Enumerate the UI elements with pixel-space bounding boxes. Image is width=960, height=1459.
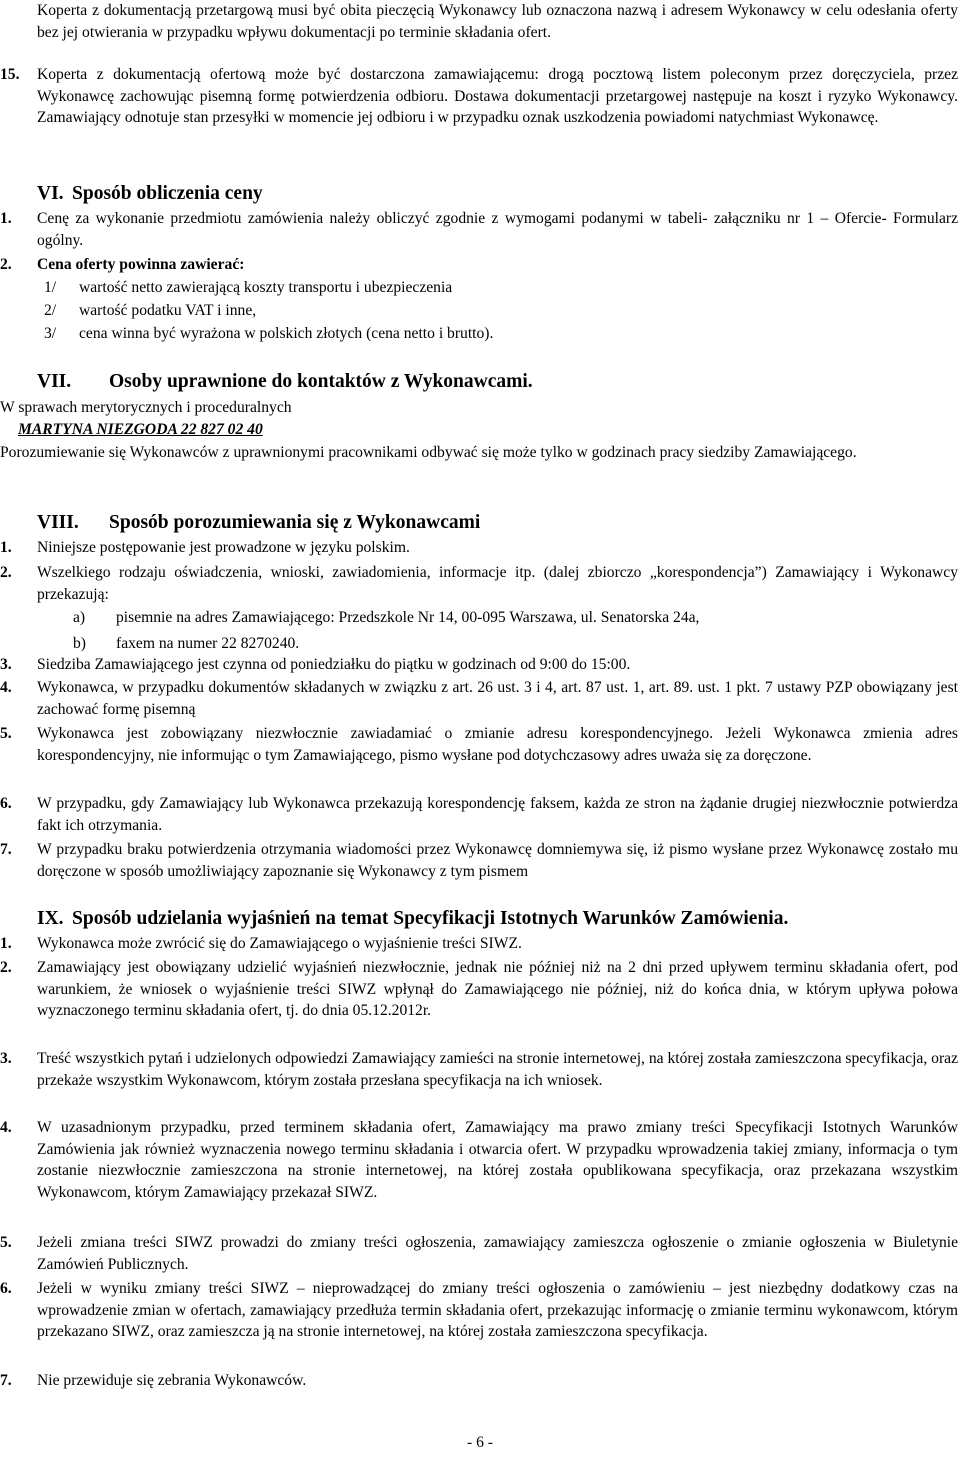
sub-item: 2/ wartość podatku VAT i inne, (44, 302, 257, 319)
section-heading-8: VIII. Sposób porozumiewania się z Wykonawcami (37, 512, 481, 533)
sub-item: b) faxem na numer 22 8270240. (73, 635, 300, 652)
sub-item: a) pisemnie na adres Zamawiającego: Przedszkole Nr 14, 00-095 Warszawa, ul. Senatorska 24a, (73, 609, 700, 626)
section-heading-7: VII. Osoby uprawnione do kontaktów z Wykonawcami. (37, 371, 533, 392)
section-heading-6: VI. Sposób obliczenia ceny (37, 183, 263, 204)
contact-intro: W sprawach merytorycznych i proceduralnych (0, 399, 292, 416)
sub-item: 1/ wartość netto zawierającą koszty transportu i ubezpieczenia (44, 279, 453, 296)
item-text: Koperta z dokumentacją ofertową może być dostarczona zamawiającemu: drogą pocztową listem poleconym przez doręczyciela, przez Wykonawcę zachowując pisemną formę potwierdzenia odbioru. Dostawa dokumentacji przetargowej następuje na koszt i ryzyko Wykonawcy. Zamawiający odnotuje stan przesyłki w momencie jej odbioru i w przypadku oznak uszkodzenia powiadomi natychmiast Wykonawcę. (37, 66, 958, 127)
contact-person: MARTYNA NIEZGODA 22 827 02 40 (18, 421, 263, 438)
contact-paragraph: Porozumiewanie się Wykonawców z uprawnionymi pracownikami odbywać się może tylko w godzinach pracy siedziby Zamawiającego. (0, 444, 857, 461)
document-page: Koperta z dokumentacją przetargową musi być obita pieczęcią Wykonawcy lub oznaczona nazwą i adresem Wykonawcy w celu odesłania oferty bez jej otwierania w przypadku wpływu dokumentacji po terminie składania ofert. 15. Koperta z dokumentacją ofertową może być dostarczona zamawiającemu: drogą pocztową listem poleconym przez doręczyciela, przez Wykonawcę zachowując pisemną formę potwierdzenia odbioru. Dostawa dokumentacji przetargowej następuje na koszt i ryzyko Wykonawcy. Zamawiający odnotuje stan przesyłki w momencie jej odbioru i w przypadku oznak uszkodzenia powiadomi natychmiast Wykonawcę. VI. Sposób obliczenia ceny 1. Cenę za wykonanie przedmiotu zamówienia należy obliczyć zgodnie z wymogami podanymi w tabeli- załączniku nr 1 – Ofercie- Formularz ogólny. 2. Cena oferty powinna zawierać: 1/ wartość netto zawierającą koszty transportu i ubezpieczenia 2/ wartość podatku VAT i inne, 3/ cena winna być wyrażona w polskich złotych (cena netto i brutto). VII. Osoby uprawnione do kontaktów z Wykonawcami. W sprawach merytorycznych i proceduralnych MARTYNA NIEZGODA 22 827 02 40 Porozumiewanie się Wykonawców z uprawnionymi pracownikami odbywać się może tylko w godzinach pracy siedziby Zamawiającego. VIII. Sposób porozumiewania się z Wykonawcami 1. Niniejsze postępowanie jest prowadzone w języku polskim. 2. Wszelkiego rodzaju oświadczenia, wnioski, zawiadomienia, informacje itp. (dalej zbiorczo „korespondencja”) Zamawiający i Wykonawcy przekazują: a) pisemnie na adres Zamawiającego: Przedszkole Nr 14, 00-095 Warszawa, ul. Senatorska 24a, b) faxem na numer 22 8270240. 3. Siedziba Zamawiającego jest czynna od poniedziałku do piątku w godzinach od 9:00 do 15:00. 4. Wykonawca, w przypadku dokumentów składanych w związku z art. 26 ust. 3 i 4, art. 87 ust. 1, art. 89. ust. 1 pkt. 7 ustawy PZP obowiązany jest zachować formę pisemną 5. Wykonawca jest zobowiązany niezwłocznie zawiadamiać o zmianie adresu korespondencyjnego. Jeżeli Wykonawca zmienia adres korespondencyjny, nie informując o tym Zamawiającego, pismo wysłane pod dotychczasowy adres uważa się za doręczone. 6. W przypadku, gdy Zamawiający lub Wykonawca przekazują korespondencję faksem, każda ze stron na żądanie drugiej niezwłocznie potwierdza fakt ich otrzymania. 7. W przypadku braku potwierdzenia otrzymania wiadomości przez Wykonawcę domniemywa się, iż pismo wysłane przez Wykonawcę zostało mu doręczone w sposób umożliwiający zapoznanie się Wykonawcy z tym pismem IX. Sposób udzielania wyjaśnień na temat Specyfikacji Istotnych Warunków Zamówienia. 1. Wykonawca może zwrócić się do Zamawiającego o wyjaśnienie treści SIWZ. 2. Zamawiający jest obowiązany udzielić wyjaśnień niezwłocznie, jednak nie później niż na 2 dni przed upływem terminu składania ofert, pod warunkiem, że wniosek o wyjaśnienie treści SIWZ wpłynął do Zamawiającego nie później, niż do końca dnia, w którym upływa połowa wyznaczonego terminu składania ofert, tj. do dnia 05.12.2012r. 3. Treść wszystkich pytań i udzielonych odpowiedzi Zamawiający zamieści na stronie internetowej, na której została zamieszczona specyfikacja, oraz przekaże wszystkim Wykonawcom, którym została przesłana specyfikacja na ich wniosek. 4. W uzasadnionym przypadku, przed terminem składania ofert, Zamawiający ma prawo zmiany treści Specyfikacji Istotnych Warunków Zamówienia jak również wyznaczenia nowego terminu składania i otwarcia ofert. W przypadku wprowadzenia takiej zmiany, informacja o tym zostanie niezwłocznie zamieszczona na stronie internetowej, na której została opublikowana specyfikacja, oraz przekazana wszystkim Wykonawcom, którym Zamawiający przekazał SIWZ. 5. Jeżeli zmiana treści SIWZ prowadzi do zmiany treści ogłoszenia, zamawiający zamieszcza ogłoszenie o zmianie ogłoszenia w Biuletynie Zamówień Publicznych. 6. Jeżeli w wyniku zmiany treści SIWZ – nieprowadzącej do zmiany treści ogłoszenia o zamówieniu – jest niezbędny dodatkowy czas na wprowadzenie zmian w ofertach, zamawiający przedłuża termin składania ofert, przekazując informację o zmianie terminu wykonawcom, którym przekazano SIWZ, oraz zamieszcza ją na stronie internetowej, na której została zamieszczona specyfikacja. 7. Nie przewiduje się zebrania Wykonawców. - 6 - (0, 2, 958, 1451)
page-number: - 6 - (467, 1434, 493, 1451)
item-number: 15. (0, 66, 20, 83)
sub-item: 3/ cena winna być wyrażona w polskich złotych (cena netto i brutto). (44, 325, 494, 342)
section-heading-9: IX. Sposób udzielania wyjaśnień na temat Specyfikacji Istotnych Warunków Zamówienia. (37, 908, 789, 929)
